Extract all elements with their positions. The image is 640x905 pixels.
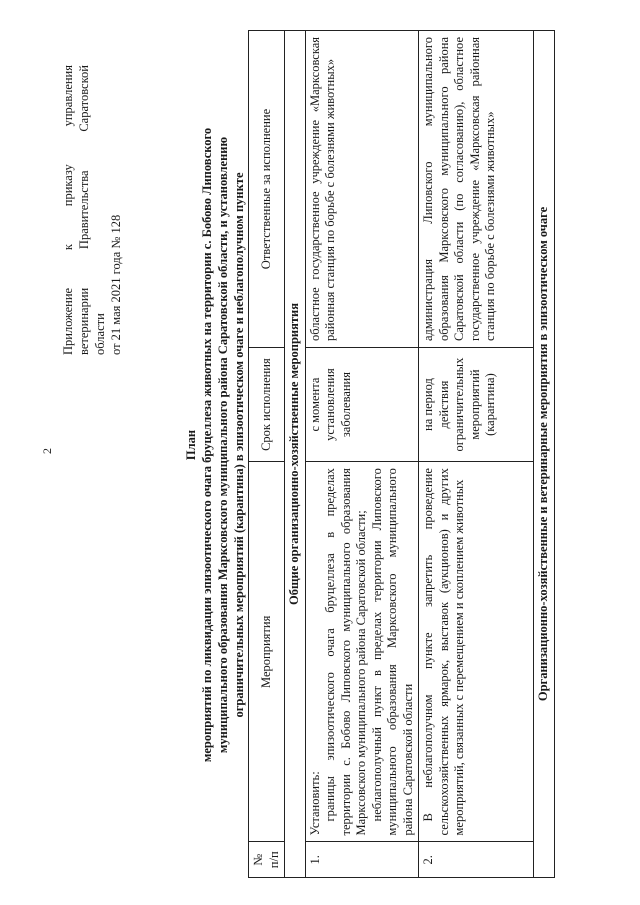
page-number: 2 <box>40 448 54 454</box>
row-term: с момента установления заболевания <box>305 348 419 462</box>
appendix-line-2: ветеринарии Правительства Саратовской <box>77 65 91 355</box>
event-paragraph: неблагополучный пункт в пределах территории Липовского муниципального образования Марксовского муниципального района Саратовской области <box>369 468 415 836</box>
header-num: № п/п <box>249 842 285 878</box>
appendix-date-line: от 21 мая 2021 года № 128 <box>109 214 123 355</box>
event-paragraph: Установить: <box>307 771 322 836</box>
section-row-general <box>285 31 306 878</box>
header-event: Мероприятия <box>249 462 285 842</box>
header-responsible: Ответственные за исполнение <box>249 31 285 348</box>
document-title <box>183 25 247 865</box>
row-responsible: областное государственное учреждение «Марксовская районная станция по борьбе с болезнями животных» <box>305 31 419 348</box>
event-paragraph: границы эпизоотического очага бруцеллеза в пределах территории с. Бобово Липовского муниципального образования Марксовского муниципального района Саратовской области; <box>323 468 368 836</box>
title-line-1: мероприятий по ликвидации эпизоотического очага бруцеллеза животных на территории с. Бобово Липовского <box>200 127 214 763</box>
row-event <box>305 462 419 842</box>
row-responsible: администрация Липовского муниципального образования Марксовского муниципального района Саратовской области (по согласованию), областное государственное учреждение «Марксовская районная станция по борьбе с болезнями животных» <box>419 31 534 348</box>
section-title-general: Общие организационно-хозяйственные мероприятия <box>285 31 306 878</box>
table-header-row <box>249 31 285 878</box>
table-row <box>419 31 534 878</box>
header-term: Срок исполнения <box>249 348 285 462</box>
section-title-veterinary: Организационно-хозяйственные и ветеринарные мероприятия в эпизоотическом очаге <box>534 31 555 878</box>
row-term: на период действия ограничительных мероприятий (карантина) <box>419 348 534 462</box>
section-row-veterinary <box>534 31 555 878</box>
plan-table <box>248 30 555 878</box>
title-line-2: муниципального образования Марксовского муниципального района Саратовской области, и установлению <box>216 136 230 754</box>
title-line-3: ограничительных мероприятий (карантина) в эпизоотическом очаге и неблагополучном пункте <box>232 172 246 718</box>
row-num: 2. <box>419 842 534 878</box>
appendix-line-3: области <box>93 313 107 355</box>
table-row <box>305 31 419 878</box>
row-num: 1. <box>305 842 419 878</box>
appendix-line-1: Приложение к приказу управления <box>61 65 75 355</box>
title-heading: План <box>184 429 198 461</box>
appendix-note <box>60 65 124 355</box>
row-event <box>419 462 534 842</box>
event-paragraph: В неблагополучном пункте запретить проведение сельскохозяйственных ярмарок, выставок (аукционов) и других мероприятий, связанных с перемещением и скоплением животных <box>421 468 466 836</box>
